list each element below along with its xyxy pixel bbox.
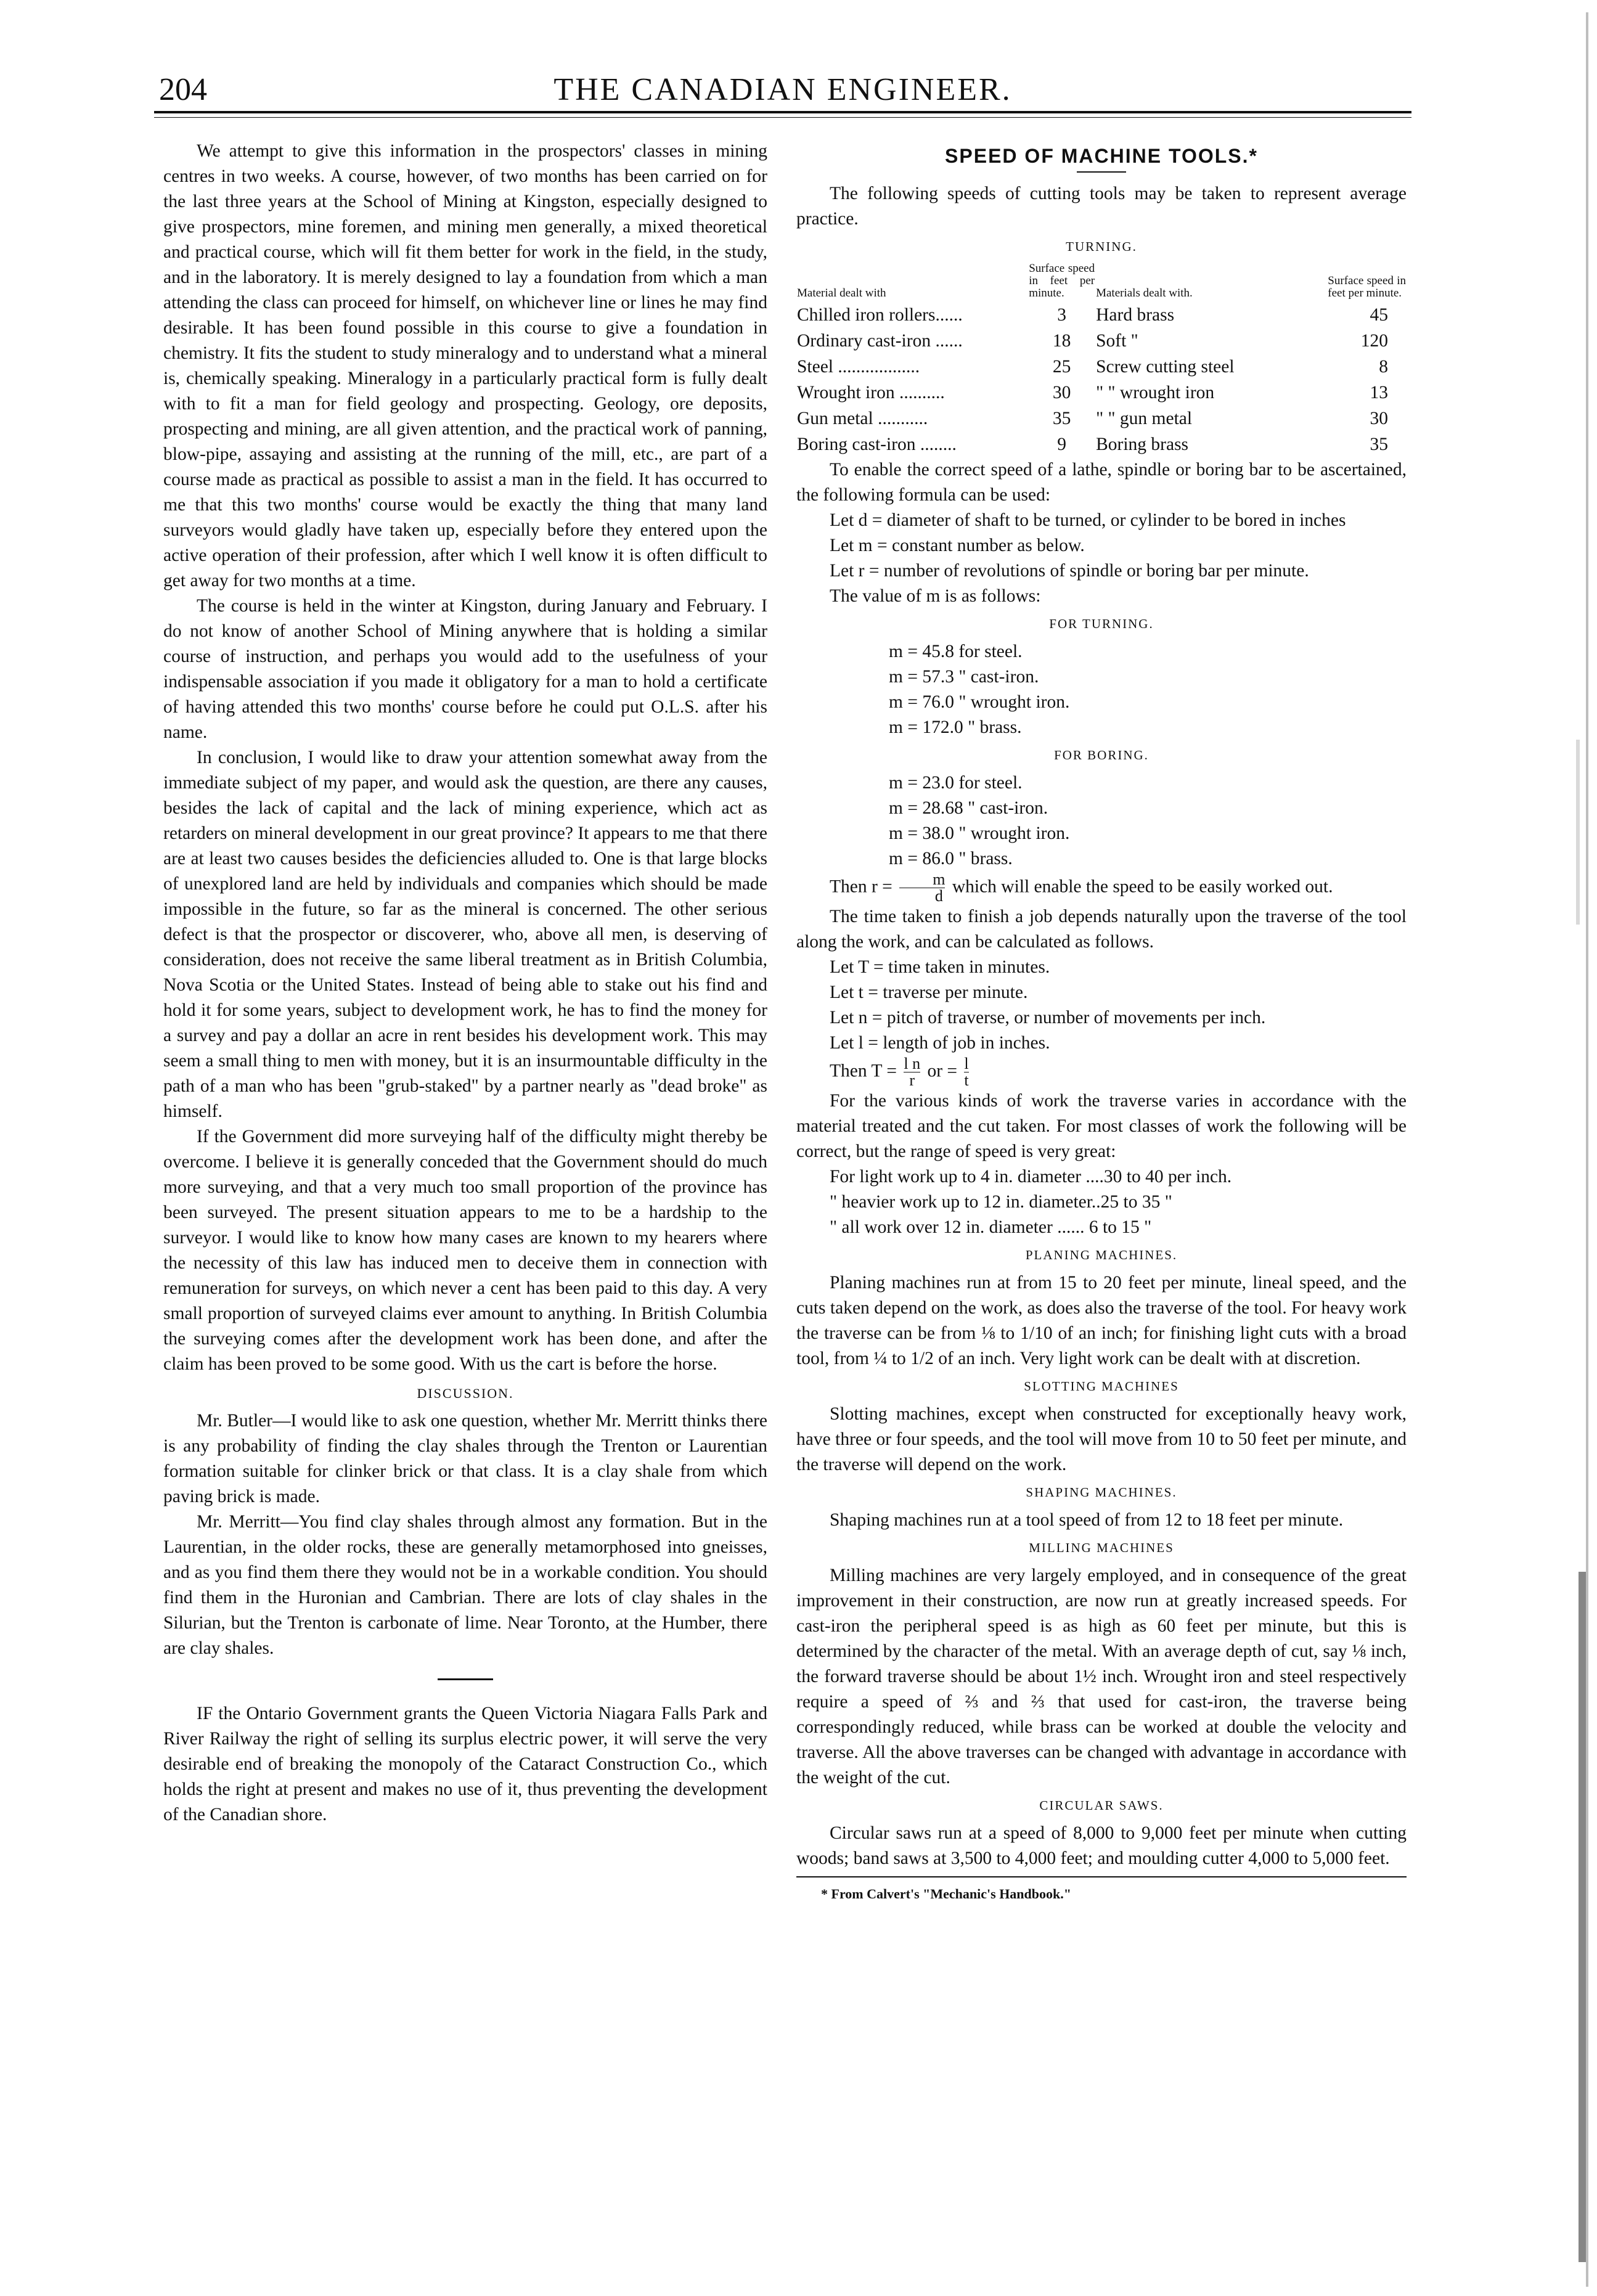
paragraph: The value of m is as follows: <box>830 586 1041 606</box>
table-cell: Screw cutting steel <box>1096 357 1235 377</box>
table-cell: 25 <box>1052 357 1071 377</box>
table-header: Material dealt with <box>797 287 886 300</box>
let-list <box>830 955 1407 1089</box>
table-cell: Wrought iron .......... <box>797 383 945 402</box>
planing-heading: PLANING MACHINES. <box>1025 1248 1178 1262</box>
formula-row: m = 38.0 " wrought iron. <box>889 823 1070 843</box>
table-cell: 18 <box>1052 331 1071 351</box>
paragraph: Milling machines are very largely employed, and in consequence of the great improvement in their construction, are now run at greatly increased speeds. For cast-iron the peripheral speed is as high as 60 feet per minute, but this is determined by the character of the metal. With an average depth of cut, say ⅛ inch, the forward traverse should be about 1½ inch. Wrought iron and steel respectively require a speed of ⅔ and ⅔ that used for cast-iron, the traverse being correspondingly reduced, while brass can be worked at double the velocity and traverse. All the above traverses can be changed with advantage in accordance with the weight of the cut. <box>796 1566 1407 1787</box>
footnote-rule <box>796 1876 1407 1877</box>
table-cell: 3 <box>1057 305 1067 325</box>
numerator: l <box>964 1055 969 1072</box>
fraction <box>964 1056 968 1089</box>
table-cell: " " wrought iron <box>1096 383 1215 402</box>
numerator: l n <box>904 1055 921 1072</box>
list-item: " all work over 12 in. diameter ...... 6 to 15 " <box>830 1217 1152 1237</box>
formula-text: Then T = <box>830 1061 897 1081</box>
list-item: Let t = traverse per minute. <box>830 983 1028 1002</box>
table-cell: Boring brass <box>1096 435 1189 454</box>
paragraph: Planing machines run at from 15 to 20 feet per minute, lineal speed, and the cuts taken depend on the work, as does also the traverse of the tool. For heavy work the traverse can be from ⅛ to 1/10 of an inch; for finishing light cuts with a broad tool, from ¼ to 1/2 of an inch. Very light work can be dealt with at discretion. <box>796 1273 1407 1368</box>
fraction <box>899 872 945 904</box>
table-header: Surface speed in feet per minute. <box>1328 274 1406 300</box>
right-column <box>796 139 1407 1906</box>
denominator: d <box>899 888 945 904</box>
traverse-list <box>830 1164 1407 1240</box>
paragraph: Let m = constant number as below. <box>830 536 1085 555</box>
table-header: Surface speed in feet per minute. <box>1029 262 1095 300</box>
denominator: t <box>964 1071 969 1089</box>
discussion-heading: DISCUSSION. <box>417 1386 514 1401</box>
circular-saws-heading: CIRCULAR SAWS. <box>1039 1798 1164 1813</box>
table-cell: Steel .................. <box>797 357 920 377</box>
formula-row: m = 76.0 " wrought iron. <box>889 692 1070 712</box>
table-cell: Hard brass <box>1096 305 1175 325</box>
paragraph: In conclusion, I would like to draw your attention somewhat away from the immediate subject of my paper, and would ask the question, are there any causes, besides the lack of capital and the lack of mining experience, which act as retarders on mineral development in our great province? It appears to me that there are at least two causes besides the deficiencies alluded to. One is that large blocks of unexplored land are held by individuals and companies which should be made impossible in the future, so far as the mineral is concerned. The other serious defect is that the prospector or discoverer, who, above all men, is deserving of consideration, does not receive the same liberal treatment as in British Columbia, Nova Scotia or the United States. Instead of being able to stake out his find and hold it for some years, subject to development work, he has to find the money for a survey and pay a dollar an acre in rent besides his development work. This may seem a small thing to men with money, but it is an insurmountable difficulty in the path of a man who has been "grub-staked" by a partner nearly as "dead broke" as himself. <box>163 748 767 1121</box>
article-title: SPEED OF MACHINE TOOLS.* <box>945 145 1258 167</box>
formula-text: which will enable the speed to be easily worked out. <box>952 876 1333 897</box>
boring-constants <box>889 770 1407 872</box>
shaping-heading: SHAPING MACHINES. <box>1026 1485 1177 1500</box>
list-item: For light work up to 4 in. diameter ....30 to 40 per inch. <box>830 1167 1232 1187</box>
formula-row: m = 28.68 " cast-iron. <box>889 798 1048 818</box>
table-row <box>796 431 1407 457</box>
formula-row: m = 172.0 " brass. <box>889 717 1022 737</box>
paragraph: Let r = number of revolutions of spindle or boring bar per minute. <box>830 561 1309 581</box>
table-cell: Boring cast-iron ........ <box>797 435 957 454</box>
table-cell: " " gun metal <box>1096 409 1193 428</box>
table-cell: Gun metal ........... <box>797 409 928 428</box>
table-cell: 13 <box>1370 383 1388 402</box>
turning-heading: TURNING. <box>1066 239 1137 254</box>
list-item: " heavier work up to 12 in. diameter..25 to 35 " <box>830 1192 1172 1212</box>
paragraph: Shaping machines run at a tool speed of from 12 to 18 feet per minute. <box>830 1510 1344 1530</box>
table-cell: Soft " <box>1096 331 1138 351</box>
paragraph: If the Government did more surveying half of the difficulty might thereby be overcome. I believe it is generally conceded that the Government should do much more surveying, and that a very much too small proportion of the province has been surveyed. The present situation appears to me to be a hardship to the surveyor. I would like to know how many cases are known to my hearers where the necessity of this law has induced men to deceive them in connection with remuneration for surveys, on which never a cent has been paid to this day. A very small proportion of surveyed claims ever amount to anything. In British Columbia the surveying comes after the development work has been done, and after the claim has been proved to be some good. With us the cart is before the horse. <box>163 1127 767 1374</box>
table-row <box>796 354 1407 380</box>
table-row <box>796 328 1407 354</box>
speed-table <box>796 262 1407 457</box>
numerator: m <box>933 870 946 888</box>
formula-row: m = 57.3 " cast-iron. <box>889 667 1039 687</box>
paragraph: Mr. Merritt—You find clay shales through almost any formation. But in the Laurentian, in the older rocks, these are generally metamorphosed into gneisses, and as you find them there they would not be in a workable condition. You should find them in the Huronian and Cambrian. There are lots of clay shales in the Silurian, but the Trenton is carbonate of lime. Near Toronto, at the Humber, there are clay shales. <box>163 1512 767 1658</box>
left-column <box>163 139 767 1828</box>
slotting-heading: SLOTTING MACHINES <box>1024 1379 1179 1394</box>
paragraph: For the various kinds of work the traverse varies in accordance with the material treated and the cut taken. For most classes of work the following will be correct, but the range of speed is very great: <box>796 1091 1407 1161</box>
table-cell: 9 <box>1057 435 1067 454</box>
page-edge-marks <box>1572 0 1597 2296</box>
formula-text: or = <box>927 1061 958 1081</box>
list-item: Let n = pitch of traverse, or number of movements per inch. <box>830 1008 1266 1027</box>
paragraph: To enable the correct speed of a lathe, spindle or boring bar to be ascertained, the following formula can be used: <box>796 460 1407 505</box>
paragraph: The time taken to finish a job depends naturally upon the traverse of the tool along the work, and can be calculated as follows. <box>796 907 1407 952</box>
turning-constants <box>889 639 1407 740</box>
list-item: Let T = time taken in minutes. <box>830 957 1050 977</box>
denominator: r <box>904 1072 920 1089</box>
header-rule <box>154 111 1411 118</box>
formula-row: m = 23.0 for steel. <box>889 773 1023 793</box>
table-cell: 35 <box>1370 435 1388 454</box>
formula-text: Then r = <box>830 876 892 897</box>
table-cell: 8 <box>1379 357 1388 377</box>
table-cell: 120 <box>1360 331 1388 351</box>
for-turning-heading: FOR TURNING. <box>1049 616 1154 631</box>
table-row <box>796 302 1407 328</box>
table-cell: 35 <box>1052 409 1071 428</box>
table-cell: 45 <box>1370 305 1388 325</box>
paragraph: Mr. Butler—I would like to ask one question, whether Mr. Merritt thinks there is any probability of finding the clay shales through the Trenton or Laurentian formation suitable for clinker brick or that class. It is a clay shale from which paving brick is made. <box>163 1411 767 1506</box>
formula-row: m = 45.8 for steel. <box>889 642 1023 661</box>
page-number: 204 <box>159 72 207 107</box>
title-rule <box>1077 171 1126 173</box>
for-boring-heading: FOR BORING. <box>1054 748 1149 762</box>
footnote: * From Calvert's "Mechanic's Handbook." <box>821 1886 1071 1902</box>
milling-heading: MILLING MACHINES <box>1029 1540 1174 1555</box>
list-item: Let l = length of job in inches. <box>830 1033 1050 1053</box>
table-header: Materials dealt with. <box>1096 287 1193 300</box>
page-header <box>154 67 1411 116</box>
table-cell: 30 <box>1052 383 1071 402</box>
paragraph: The course is held in the winter at Kingston, during January and February. I do not know of another School of Mining anywhere that is holding a similar course of instruction, and perhaps you would add to the usefulness of your indispensable association if you made it obligatory for a man to hold a certificate of having attended this two months' course before he could put O.L.S. after his name. <box>163 596 767 742</box>
formula-line <box>830 1056 1407 1089</box>
paragraph: Circular saws run at a speed of 8,000 to 9,000 feet per minute when cutting woods; band saws at 3,500 to 4,000 feet; and moulding cutter 4,000 to 5,000 feet. <box>796 1823 1407 1868</box>
section-divider <box>438 1678 493 1680</box>
paragraph: IF the Ontario Government grants the Queen Victoria Niagara Falls Park and River Railway the right of selling its surplus electric power, it will serve the very desirable end of breaking the monopoly of the Cataract Construction Co., which holds the right at present and makes no use of it, thus preventing the development of the Canadian shore. <box>163 1704 767 1824</box>
table-header-row <box>796 262 1407 302</box>
paragraph: Slotting machines, except when constructed for exceptionally heavy work, have three or four speeds, and the tool will move from 10 to 50 feet per minute, and the traverse will depend on the work. <box>796 1404 1407 1474</box>
journal-title: THE CANADIAN ENGINEER. <box>553 72 1012 107</box>
table-row <box>796 406 1407 431</box>
paragraph: The following speeds of cutting tools may be taken to represent average practice. <box>796 184 1407 229</box>
paragraph: Let d = diameter of shaft to be turned, or cylinder to be bored in inches <box>830 510 1346 530</box>
formula-paragraph <box>796 872 1407 904</box>
formula-row: m = 86.0 " brass. <box>889 849 1013 868</box>
table-cell: Ordinary cast-iron ...... <box>797 331 963 351</box>
table-cell: Chilled iron rollers...... <box>797 305 963 325</box>
fraction <box>904 1056 920 1089</box>
table-row <box>796 380 1407 406</box>
paragraph: We attempt to give this information in the prospectors' classes in mining centres in two weeks. A course, however, of two months has been carried on for the last three years at the School of Mining at Kingston, especially designed to give prospectors, mine foremen, and mining men generally, a mixed theoretical and practical course, which will fit them better for work in the field, in the study, and in the laboratory. It is merely designed to lay a foundation from which a man attending the class can proceed for himself, on whichever line or lines he may find desirable. It has been found possible in this course to give a foundation in chemistry. It fits the student to study mineralogy and to understand what a mineral is, chemically speaking. Mineralogy in a particularly practical form is fully dealt with to fit a man for field geology and prospecting. Geology, ore deposits, prospecting and mining, are all given attention, and the practical work of panning, blow-pipe, assaying and assisting at the running of the mill, etc., are part of a course made as practical as possible to assist a man in the field. It has occurred to me that this two months' course would be exactly the thing that many land surveyors would gladly have taken up, especially before they entered upon the active operation of their profession, after which I well know it is often difficult to get away for two months at a time. <box>163 141 767 590</box>
table-cell: 30 <box>1370 409 1388 428</box>
